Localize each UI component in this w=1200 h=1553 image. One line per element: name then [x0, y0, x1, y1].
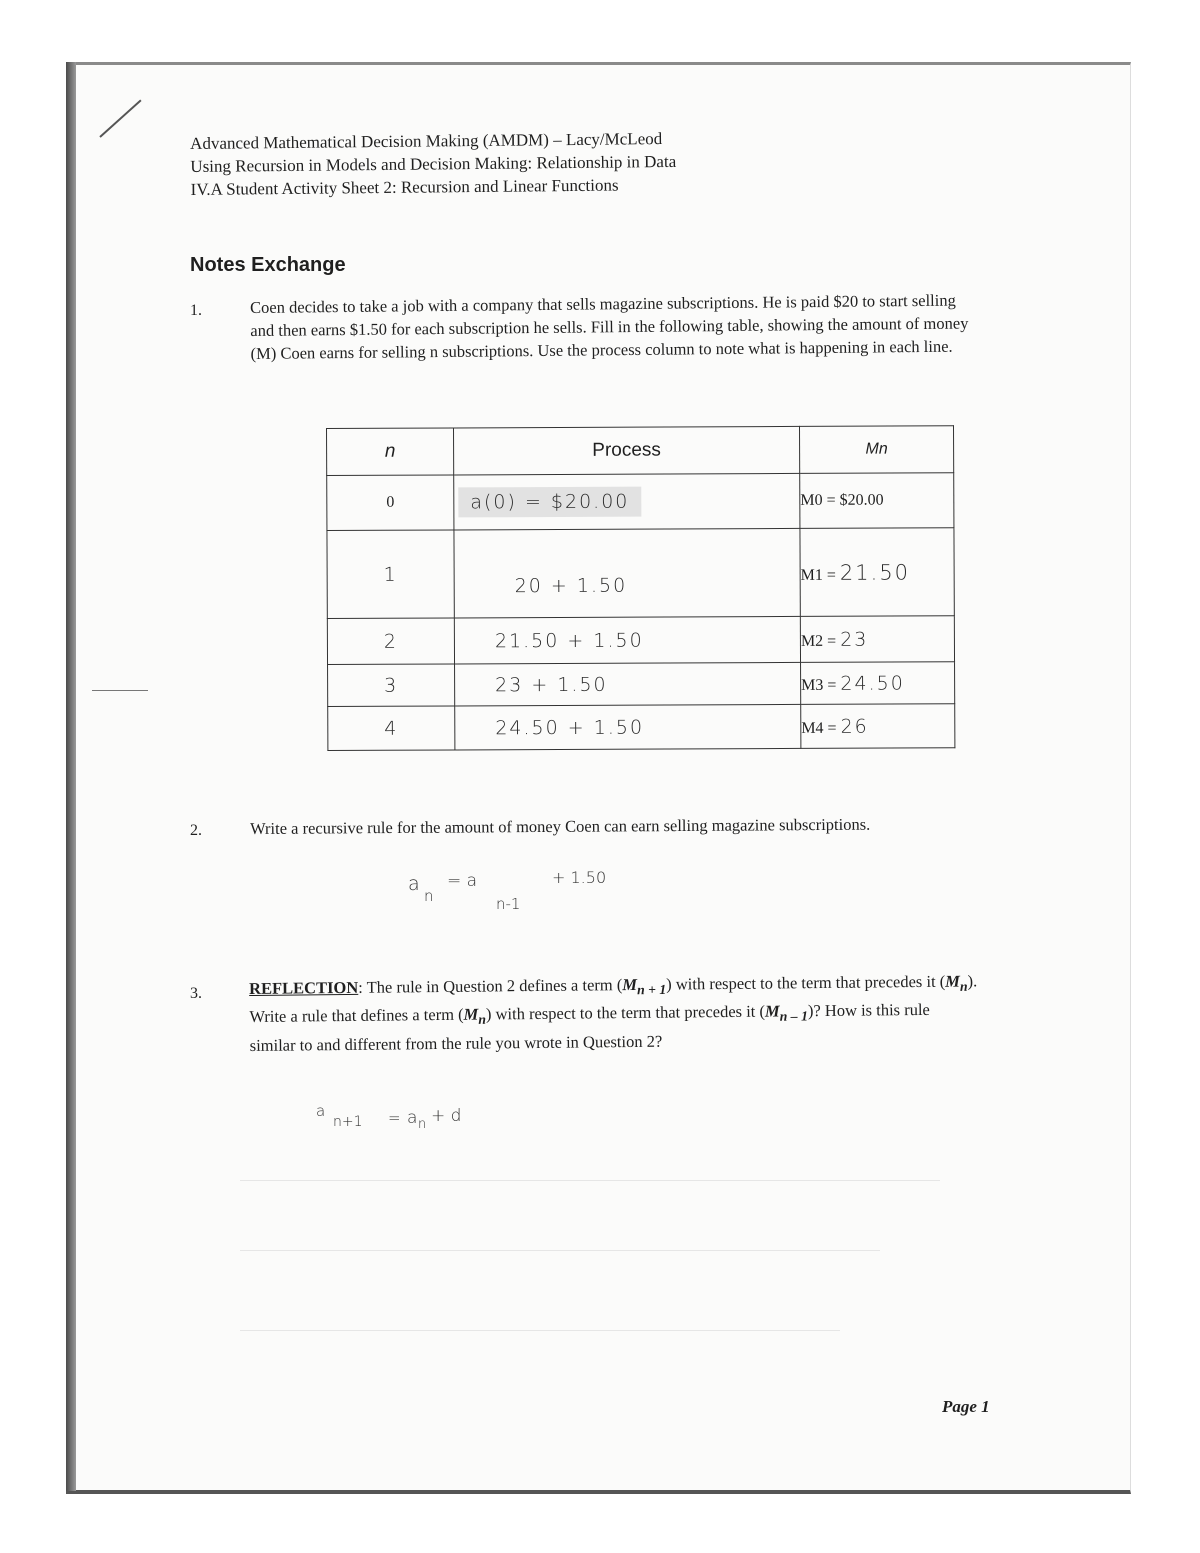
m-label: M4 = [801, 719, 837, 737]
cell-m [800, 616, 954, 663]
answer-a: a [316, 1102, 326, 1120]
header-process: Process [454, 426, 800, 475]
table-row [328, 704, 955, 751]
table-row [328, 662, 955, 707]
header-unit: Using Recursion in Models and Decision Making: Relationship in Data [190, 151, 677, 176]
cell-n: 1 [327, 530, 454, 619]
answer-n-subscript: n [418, 1117, 427, 1132]
cell-m [800, 473, 954, 529]
scan-margin-mark [92, 690, 148, 691]
answer-a-subscript: n [424, 887, 434, 905]
question-1-number: 1. [190, 302, 202, 319]
m-value: 23 [840, 628, 869, 651]
scan-edge-shadow [66, 62, 76, 1491]
header-mn: Mn [799, 426, 953, 474]
answer-prev-subscript: n-1 [496, 895, 521, 913]
cell-n: 3 [328, 664, 455, 707]
cell-process: 23 + 1.50 [495, 673, 608, 696]
answer-equals-a: = a [447, 871, 478, 891]
cell-m [801, 662, 955, 705]
m-value: 24.50 [840, 671, 905, 695]
cell-m [801, 704, 955, 749]
cell-m [800, 528, 954, 617]
question-3-text: REFLECTION: The rule in Question 2 defines a term $(M_{n + 1})$ with respect to the term that precedes it $(M_n)$. Write a rule that defines a term $(M_n)$ with respect to the term that precedes it $(M_{n - 1})$? How is this rule similar to and different from the rule you wrote in Question 2? [249, 971, 978, 1055]
m-value: 26 [840, 715, 869, 738]
table-row [327, 528, 954, 619]
answer-a-subscript: n+1 [333, 1114, 363, 1130]
question-2-number: 2. [190, 822, 202, 839]
question-2-text: Write a recursive rule for the amount of money Coen can earn selling magazine subscriptions. [250, 814, 871, 838]
answer-plus-d: + d [431, 1106, 462, 1126]
page-number: Page 1 [942, 1397, 990, 1416]
table-row [327, 473, 954, 531]
answer-a: a [408, 873, 420, 895]
cell-process: 24.50 + 1.50 [495, 716, 645, 739]
question-3-number: 3. [190, 985, 202, 1002]
table-header-row [327, 426, 954, 476]
table-row [327, 616, 954, 665]
document-header [190, 127, 677, 201]
earnings-table [326, 425, 955, 751]
cell-process: 21.50 + 1.50 [494, 629, 644, 652]
m-label: M1 = [800, 566, 836, 584]
cell-n: 2 [327, 618, 454, 665]
m-label: M3 = [801, 676, 837, 694]
reflection-label: REFLECTION [249, 977, 359, 998]
cell-process: a(0) = $20.00 [458, 487, 641, 518]
cell-process: 20 + 1.50 [514, 574, 628, 597]
question-1-text: Coen decides to take a job with a company that sells magazine subscriptions. He is paid $20 to start selling and then earns $1.50 for each subscription he sells. Fill in the following table, showing the amount of money (M) Coen earns for selling n subscriptions. Use the process column to note what is happening in each line. [250, 290, 969, 363]
show-through-line [240, 1180, 940, 1181]
answer-plus-150: + 1.50 [552, 868, 607, 887]
section-title: Notes Exchange [190, 254, 346, 276]
header-n: n [327, 428, 454, 476]
answer-a-n: a [407, 1108, 418, 1128]
cell-n: 4 [328, 706, 455, 751]
m-value: $20.00 [839, 491, 884, 509]
m-value: 21.50 [839, 559, 911, 585]
cell-n: 0 [327, 475, 454, 531]
show-through-line [240, 1250, 880, 1251]
header-activity: IV.A Student Activity Sheet 2: Recursion and Linear Functions [190, 175, 619, 199]
answer-equals: = [388, 1109, 401, 1127]
m-label: M0 = [800, 491, 836, 509]
m-label: M2 = [800, 632, 837, 650]
header-course: Advanced Mathematical Decision Making (AMDM) – Lacy/McLeod [190, 129, 663, 153]
show-through-line [240, 1330, 840, 1331]
